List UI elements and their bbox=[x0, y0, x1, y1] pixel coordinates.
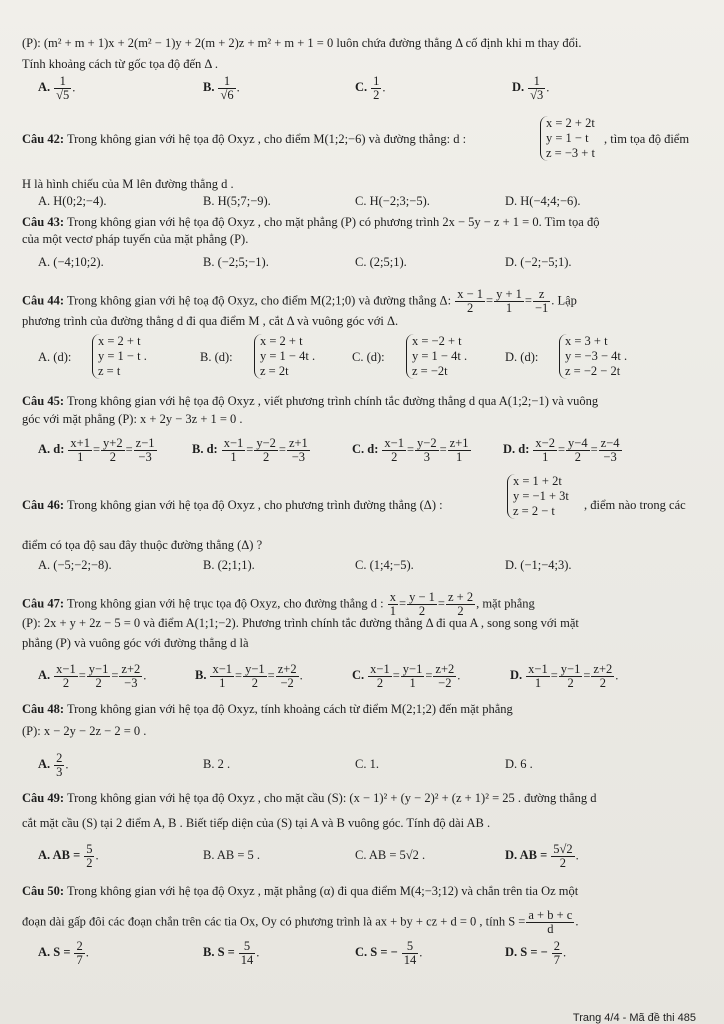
q44-option-b-system: x = 2 + t y = 1 − 4t . z = 2t bbox=[254, 334, 315, 379]
page-footer: Trang 4/4 - Mã đề thi 485 bbox=[572, 1012, 696, 1024]
q50-option-c: C. S = − $\frac{5}{14}$ . bbox=[355, 939, 423, 967]
problem41-statement: (P): (m² + m + 1)x + 2(m² − 1)y + 2(m + 2)z + m² + m + 1 = 0 luôn chứa đường thẳng Δ cố định khi m thay đổi. bbox=[22, 36, 582, 50]
q44-statement: Câu 44: Trong không gian với hệ toạ độ Oxyz, cho điểm M(2;1;0) và đường thẳng Δ: $\frac{x - 1}{2}$ = $\frac{y + 1}{1}$ = $\frac{z}{-1}$ . Lập bbox=[22, 287, 577, 315]
q42-statement: Câu 42: Trong không gian với hệ tọa độ Oxyz , cho điểm M(1;2;−6) và đường thẳng: d : bbox=[22, 132, 467, 146]
p41-option-d: D. $\frac{1}{√3}$ . bbox=[512, 74, 550, 102]
q48-option-d: D. 6 . bbox=[505, 757, 533, 771]
q42-option-d: D. H(−4;4;−6). bbox=[505, 194, 581, 208]
q44-option-b-label: B. (d): bbox=[200, 350, 233, 364]
q46-option-a: A. (−5;−2;−8). bbox=[38, 558, 112, 572]
q50-line2: đoạn dài gấp đôi các đoạn chắn trên các tia Ox, Oy có phương trình là ax + by + cz + d = 0 , tính S = $\frac{a + b + c}{d}$ . bbox=[22, 908, 579, 936]
q46-option-d: D. (−1;−4;3). bbox=[505, 558, 572, 572]
q42-line-system: x = 2 + 2t y = 1 − t z = −3 + t bbox=[540, 116, 595, 161]
q44-option-c-system: x = −2 + t y = 1 − 4t . z = −2t bbox=[406, 334, 467, 379]
q47-option-b: B. $\frac{x-1}{1}$ = $\frac{y-1}{2}$ = $\frac{z+2}{-2}$ . bbox=[195, 662, 303, 690]
q44-line2: phương trình của đường thẳng d đi qua điểm M , cắt Δ và vuông góc với Δ. bbox=[22, 314, 399, 328]
q43-option-c: C. (2;5;1). bbox=[355, 255, 407, 269]
q49-line2: cắt mặt cầu (S) tại 2 điểm A, B . Biết tiếp diện của (S) tại A và B vuông góc. Tính độ dài AB . bbox=[22, 816, 491, 830]
p41-option-c: C. $\frac{1}{2}$ . bbox=[355, 74, 386, 102]
q48-line2: (P): x − 2y − 2z − 2 = 0 . bbox=[22, 724, 147, 738]
q50-option-a: A. S = $\frac{2}{7}$ . bbox=[38, 939, 89, 967]
q47-option-d: D. $\frac{x-1}{1}$ = $\frac{y-1}{2}$ = $\frac{z+2}{2}$ . bbox=[510, 662, 619, 690]
q44-option-a-label: A. (d): bbox=[38, 350, 72, 364]
q49-option-d: D. AB = $\frac{5√2}{2}$ . bbox=[505, 842, 579, 870]
q46-tail: , điểm nào trong các bbox=[584, 498, 686, 512]
q49-option-b: B. AB = 5 . bbox=[203, 848, 261, 862]
q46-line2: điểm có tọa độ sau đây thuộc đường thẳng (Δ) ? bbox=[22, 538, 263, 552]
q46-statement: Câu 46: Trong không gian với hệ tọa độ Oxyz , cho phương trình đường thẳng (Δ) : bbox=[22, 498, 443, 512]
q45-option-a: A. d: $\frac{x+1}{1}$ = $\frac{y+2}{2}$ = $\frac{z-1}{-3}$ bbox=[38, 436, 155, 464]
q47-line2: (P): 2x + y + 2z − 5 = 0 và điểm A(1;1;−2). Phương trình chính tắc đường thẳng Δ đi qua A , song song với mặt bbox=[22, 616, 579, 630]
q43-statement: Câu 43: Trong không gian với hệ tọa độ Oxyz , cho mặt phẳng (P) có phương trình 2x − 5y − z + 1 = 0. Tìm tọa độ bbox=[22, 215, 600, 229]
q43-option-b: B. (−2;5;−1). bbox=[203, 255, 269, 269]
q49-option-a: A. AB = $\frac{5}{2}$ . bbox=[38, 842, 99, 870]
q44-option-d-label: D. (d): bbox=[505, 350, 539, 364]
q47-option-a: A. $\frac{x-1}{2}$ = $\frac{y-1}{2}$ = $\frac{z+2}{-3}$ . bbox=[38, 662, 147, 690]
q45-statement: Câu 45: Trong không gian với hệ tọa độ Oxyz , viết phương trình chính tắc đường thẳng d qua A(1;2;−1) và vuông bbox=[22, 394, 599, 408]
q42-option-a: A. H(0;2;−4). bbox=[38, 194, 107, 208]
q47-line3: phẳng (P) và vuông góc với đường thẳng d là bbox=[22, 636, 249, 650]
q50-option-d: D. S = − $\frac{2}{7}$ . bbox=[505, 939, 567, 967]
q48-option-c: C. 1. bbox=[355, 757, 379, 771]
q42-option-c: C. H(−2;3;−5). bbox=[355, 194, 430, 208]
q45-line2: góc với mặt phẳng (P): x + 2y − 3z + 1 = 0 . bbox=[22, 412, 243, 426]
q48-option-b: B. 2 . bbox=[203, 757, 231, 771]
q43-option-a: A. (−4;10;2). bbox=[38, 255, 104, 269]
q46-option-b: B. (2;1;1). bbox=[203, 558, 255, 572]
q44-option-d-system: x = 3 + t y = −3 − 4t . z = −2 − 2t bbox=[559, 334, 627, 379]
q47-statement: Câu 47: Trong không gian với hệ trục tọa độ Oxyz, cho đường thẳng d : $\frac{x}{1}$ = $\frac{y - 1}{2}$ = $\frac{z + 2}{2}$ , mặt phẳng bbox=[22, 590, 535, 618]
q44-option-c-label: C. (d): bbox=[352, 350, 385, 364]
q50-statement: Câu 50: Trong không gian với hệ tọa độ Oxyz , mặt phẳng (α) đi qua điểm M(4;−3;12) và chắn trên tia Oz một bbox=[22, 884, 579, 898]
p41-option-a: A. $\frac{1}{√5}$ . bbox=[38, 74, 76, 102]
q45-option-b: B. d: $\frac{x-1}{1}$ = $\frac{y-2}{2}$ = $\frac{z+1}{-3}$ bbox=[192, 436, 308, 464]
q43-line2: của một vectơ pháp tuyến của mặt phẳng (P). bbox=[22, 232, 249, 246]
q42-line2: H là hình chiếu của M lên đường thẳng d . bbox=[22, 177, 234, 191]
q47-option-c: C. $\frac{x-1}{2}$ = $\frac{y-1}{1}$ = $\frac{z+2}{-2}$ . bbox=[352, 662, 461, 690]
q49-option-c: C. AB = 5√2 . bbox=[355, 848, 426, 862]
q45-option-c: C. d: $\frac{x-1}{2}$ = $\frac{y-2}{3}$ = $\frac{z+1}{1}$ bbox=[352, 436, 469, 464]
q49-statement: Câu 49: Trong không gian với hệ tọa độ Oxyz , cho mặt cầu (S): (x − 1)² + (y − 2)² + (z + 1)² = 25 . đường thẳng d bbox=[22, 791, 597, 805]
q45-option-d: D. d: $\frac{x-2}{1}$ = $\frac{y-4}{2}$ = $\frac{z-4}{-3}$ bbox=[503, 436, 620, 464]
q48-option-a: A. $\frac{2}{3}$ . bbox=[38, 751, 69, 779]
q46-line-system: x = 1 + 2t y = −1 + 3t z = 2 − t bbox=[507, 474, 569, 519]
p41-option-b: B. $\frac{1}{√6}$ . bbox=[203, 74, 240, 102]
problem41-question: Tính khoảng cách từ gốc tọa độ đến Δ . bbox=[22, 57, 219, 71]
q42-tail: , tìm tọa độ điểm bbox=[604, 132, 690, 146]
q43-option-d: D. (−2;−5;1). bbox=[505, 255, 572, 269]
q48-statement: Câu 48: Trong không gian với hệ tọa độ Oxyz, tính khoảng cách từ điểm M(2;1;2) đến mặt phẳng bbox=[22, 702, 513, 716]
q46-option-c: C. (1;4;−5). bbox=[355, 558, 414, 572]
q44-option-a-system: x = 2 + t y = 1 − t . z = t bbox=[92, 334, 147, 379]
q50-option-b: B. S = $\frac{5}{14}$ . bbox=[203, 939, 260, 967]
q42-option-b: B. H(5;7;−9). bbox=[203, 194, 271, 208]
